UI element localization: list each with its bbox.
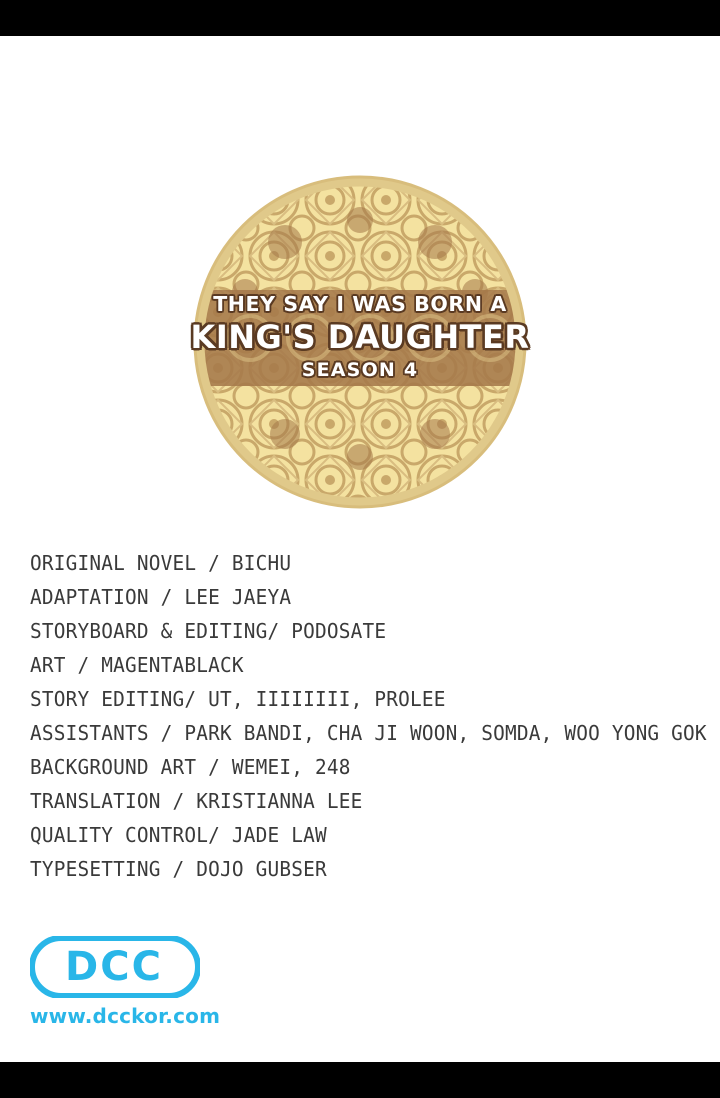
medallion-icon — [190, 172, 530, 512]
page-sheet — [0, 36, 720, 1062]
credit-line: ADAPTATION / LEE JAEYA — [30, 585, 292, 609]
logo-season-label: SEASON 4 — [301, 358, 419, 381]
dcc-logo-icon — [30, 936, 200, 998]
credit-line: TYPESETTING / DOJO GUBSER — [30, 857, 327, 881]
credit-line: ASSISTANTS / PARK BANDI, CHA JI WOON, SOMDA, WOO YONG GOK — [30, 721, 707, 745]
svg-text:DCC: DCC — [65, 944, 163, 990]
credit-line: STORY EDITING/ UT, IIIIIIII, PROLEE — [30, 687, 446, 711]
publisher-brand — [30, 936, 330, 1028]
credits-list — [30, 546, 707, 886]
logo-title-line-2: KING'S DAUGHTER — [190, 317, 530, 356]
credit-line: ART / MAGENTABLACK — [30, 653, 244, 677]
credit-line: STORYBOARD & EDITING/ PODOSATE — [30, 619, 387, 643]
logo-title-line-1: THEY SAY I WAS BORN A — [213, 292, 507, 316]
publisher-url[interactable]: www.dcckor.com — [30, 1004, 221, 1028]
series-logo — [190, 172, 530, 512]
credit-line: TRANSLATION / KRISTIANNA LEE — [30, 789, 363, 813]
credit-line: ORIGINAL NOVEL / BICHU — [30, 551, 292, 575]
credit-line: BACKGROUND ART / WEMEI, 248 — [30, 755, 351, 779]
credit-line: QUALITY CONTROL/ JADE LAW — [30, 823, 327, 847]
